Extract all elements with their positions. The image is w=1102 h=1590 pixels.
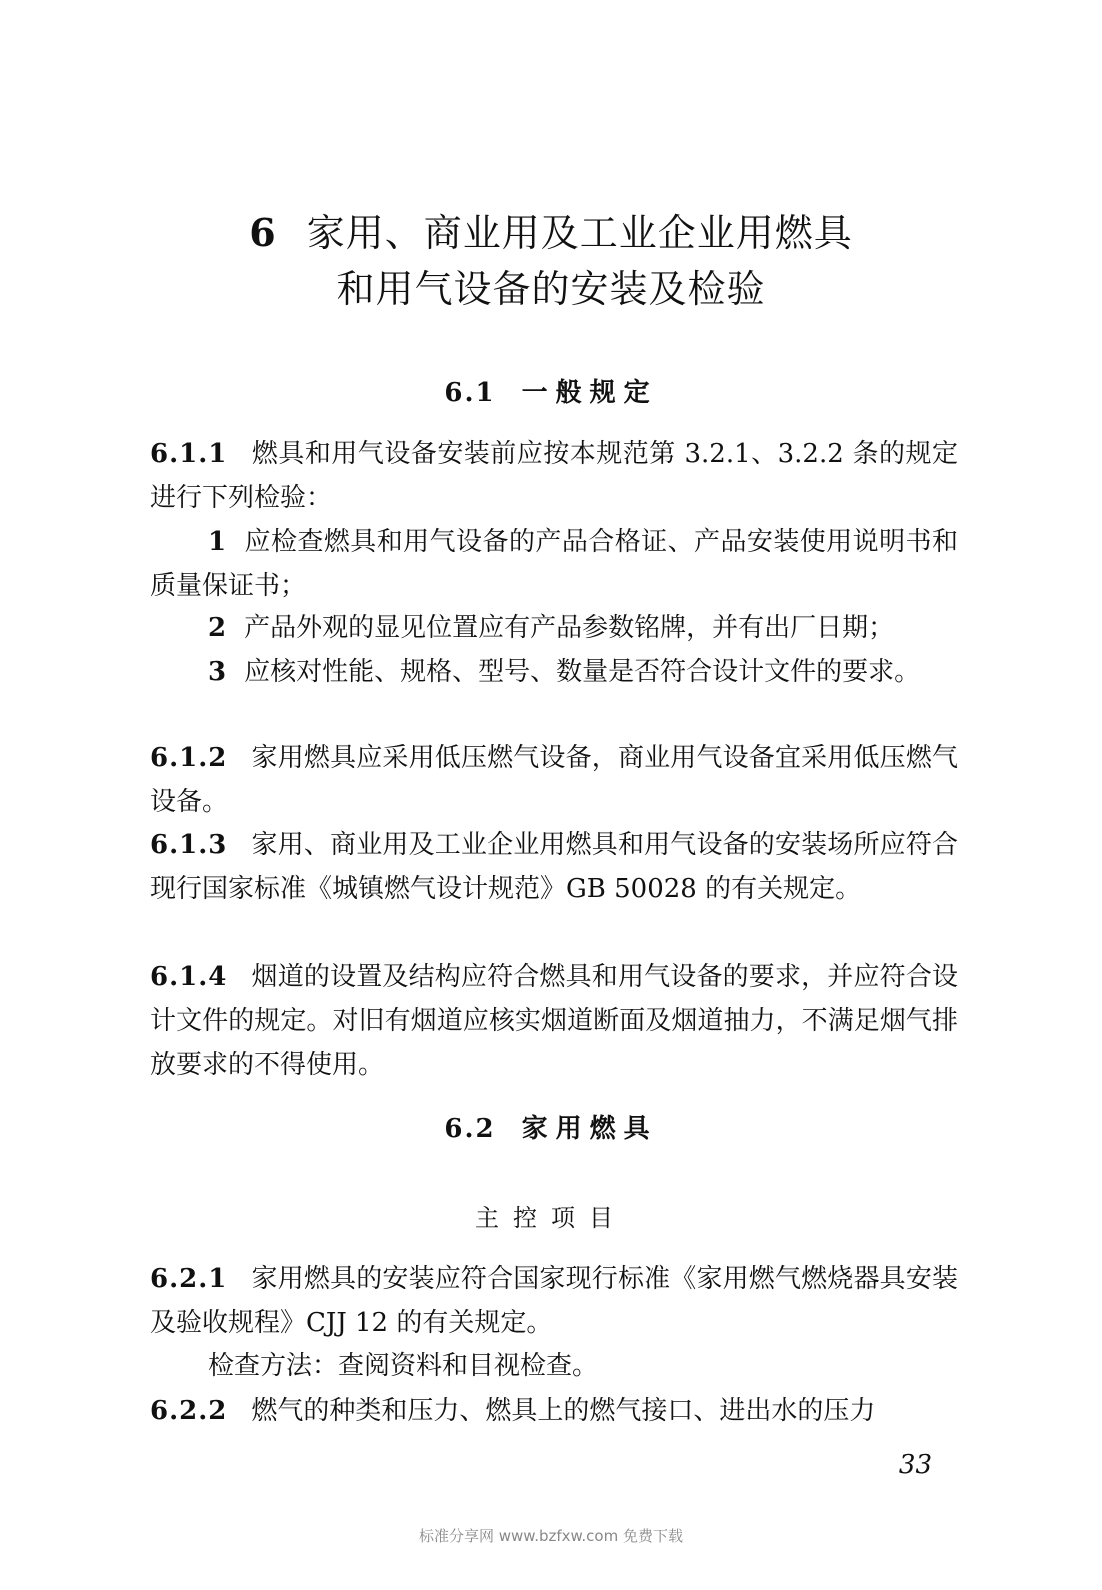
list-item-1 <box>150 520 958 608</box>
subheading: 主控项目 <box>475 1204 627 1232</box>
clause-text: 烟道的设置及结构应符合燃具和用气设备的要求，并应符合设计文件的规定。对旧有烟道应核实烟道断面及烟道抽力，不满足烟气排放要求的不得使用。 <box>150 962 958 1080</box>
clause-6-2-2 <box>150 1389 958 1433</box>
clause-text: 家用、商业用及工业企业用燃具和用气设备的安装场所应符合现行国家标准《城镇燃气设计规范》GB 50028 的有关规定。 <box>150 830 958 904</box>
chapter-title-line1: 家用、商业用及工业企业用燃具 <box>306 211 853 255</box>
clause-text: 燃具和用气设备安装前应按本规范第 3.2.1、3.2.2 条的规定进行下列检验： <box>150 439 958 513</box>
check-method <box>150 1344 958 1388</box>
clause-number: 6.2.2 <box>150 1396 228 1426</box>
section-number: 6.2 <box>444 1114 496 1144</box>
list-item-number: 1 <box>208 527 227 557</box>
list-item-text: 应检查燃具和用气设备的产品合格证、产品安装使用说明书和质量保证书； <box>150 527 958 601</box>
clause-6-1-2 <box>150 736 958 824</box>
list-item-number: 3 <box>208 657 227 687</box>
chapter-title-line2: 和用气设备的安装及检验 <box>336 267 766 311</box>
clause-6-1-1 <box>150 432 958 520</box>
clause-text: 燃气的种类和压力、燃具上的燃气接口、进出水的压力 <box>251 1396 876 1426</box>
clause-6-1-3 <box>150 823 958 911</box>
clause-text: 家用燃具的安装应符合国家现行标准《家用燃气燃烧器具安装及验收规程》CJJ 12 的有关规定。 <box>150 1264 958 1338</box>
list-item-text: 产品外观的显见位置应有产品参数铭牌，并有出厂日期； <box>244 613 895 643</box>
section-title-text: 一般规定 <box>521 378 658 408</box>
list-item-2 <box>150 606 958 650</box>
section-title-6-2 <box>0 1108 1102 1145</box>
clause-6-2-1 <box>150 1257 958 1345</box>
section-title-text: 家用燃具 <box>521 1114 658 1144</box>
clause-number: 6.2.1 <box>150 1264 228 1294</box>
clause-number: 6.1.1 <box>150 439 228 469</box>
clause-number: 6.1.4 <box>150 962 228 992</box>
list-item-text: 应核对性能、规格、型号、数量是否符合设计文件的要求。 <box>244 657 921 687</box>
list-item-number: 2 <box>208 613 227 643</box>
section-title-6-1 <box>0 372 1102 409</box>
clause-number: 6.1.2 <box>150 743 228 773</box>
list-item-3 <box>150 650 958 694</box>
watermark: 标准分享网 www.bzfxw.com 免费下载 <box>419 1527 683 1545</box>
page-number: 33 <box>898 1450 932 1480</box>
clause-text: 家用燃具应采用低压燃气设备，商业用气设备宜采用低压燃气设备。 <box>150 743 958 817</box>
chapter-number: 6 <box>249 210 277 255</box>
check-method-text: 检查方法：查阅资料和目视检查。 <box>208 1351 599 1381</box>
clause-6-1-4 <box>150 955 958 1087</box>
chapter-title <box>0 206 1102 260</box>
section-number: 6.1 <box>444 378 496 408</box>
clause-number: 6.1.3 <box>150 830 228 860</box>
